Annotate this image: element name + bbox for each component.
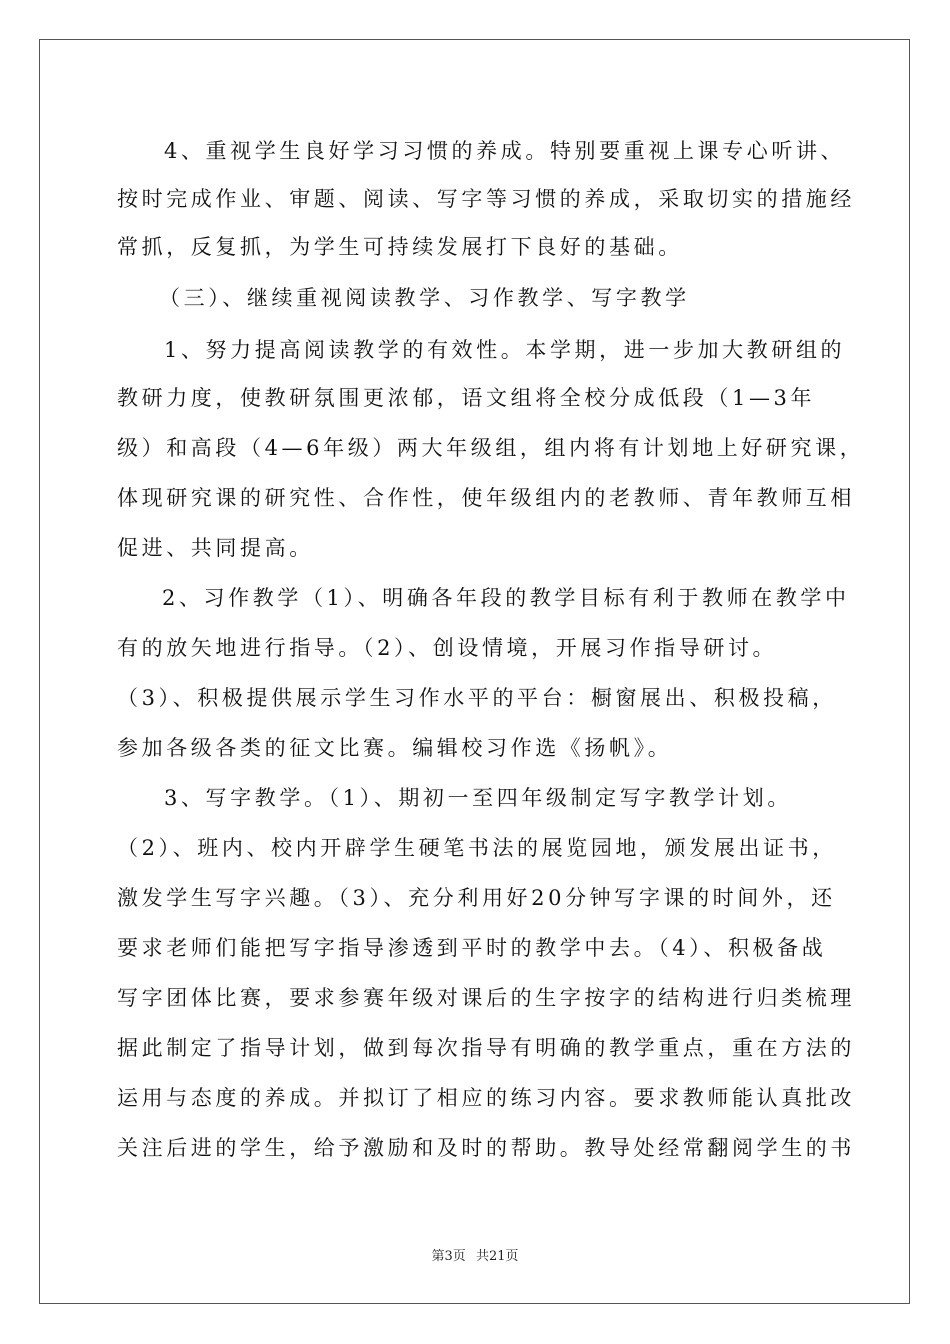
text-line: 教研力度，使教研氛围更浓郁，语文组将全校分成低段（1—3年 bbox=[117, 386, 816, 410]
text-line: 要求老师们能把写字指导渗透到平时的教学中去。（4）、积极备战 bbox=[117, 936, 827, 960]
text-line: （2）、班内、校内开辟学生硬笔书法的展览园地，颁发展出证书， bbox=[117, 836, 837, 860]
page-border bbox=[39, 39, 910, 1304]
page-footer bbox=[0, 1245, 950, 1264]
text-line: 体现研究课的研究性、合作性，使年级组内的老教师、青年教师互相 bbox=[117, 486, 855, 510]
text-line: 运用与态度的养成。并拟订了相应的练习内容。要求教师能认真批改 bbox=[117, 1086, 855, 1110]
text-line: 按时完成作业、审题、阅读、写字等习惯的养成，采取切实的措施经 bbox=[117, 187, 855, 211]
text-line: 4、重视学生良好学习习惯的养成。特别要重视上课专心听讲、 bbox=[164, 139, 846, 163]
page-total: 共21页 bbox=[475, 1249, 519, 1264]
text-line: 参加各级各类的征文比赛。编辑校习作选《扬帆》。 bbox=[117, 736, 673, 760]
text-line: 促进、共同提高。 bbox=[117, 536, 314, 560]
text-line: 据此制定了指导计划，做到每次指导有明确的教学重点，重在方法的 bbox=[117, 1036, 855, 1060]
text-line: 激发学生写字兴趣。（3）、充分利用好20分钟写字课的时间外，还 bbox=[117, 886, 836, 910]
text-line: 2、习作教学（1）、明确各年段的教学目标有利于教师在教学中 bbox=[162, 586, 850, 610]
text-line: 关注后进的学生，给予激励和及时的帮助。教导处经常翻阅学生的书 bbox=[117, 1136, 855, 1160]
text-line: 3、写字教学。（1）、期初一至四年级制定写字教学计划。 bbox=[164, 786, 792, 810]
section-heading: （三）、继续重视阅读教学、习作教学、写字教学 bbox=[159, 286, 690, 310]
text-line: 级）和高段（4—6年级）两大年级组，组内将有计划地上好研究课， bbox=[117, 436, 865, 460]
text-line: 1、努力提高阅读教学的有效性。本学期，进一步加大教研组的 bbox=[164, 338, 846, 362]
text-line: 有的放矢地进行指导。（2）、创设情境，开展习作指导研讨。 bbox=[117, 636, 778, 660]
text-line: 写字团体比赛，要求参赛年级对课后的生字按字的结构进行归类梳理 bbox=[117, 986, 855, 1010]
page-number: 第3页 bbox=[431, 1249, 466, 1264]
text-line: （3）、积极提供展示学生习作水平的平台：橱窗展出、积极投稿， bbox=[117, 686, 837, 710]
text-line: 常抓，反复抓，为学生可持续发展打下良好的基础。 bbox=[117, 235, 683, 259]
